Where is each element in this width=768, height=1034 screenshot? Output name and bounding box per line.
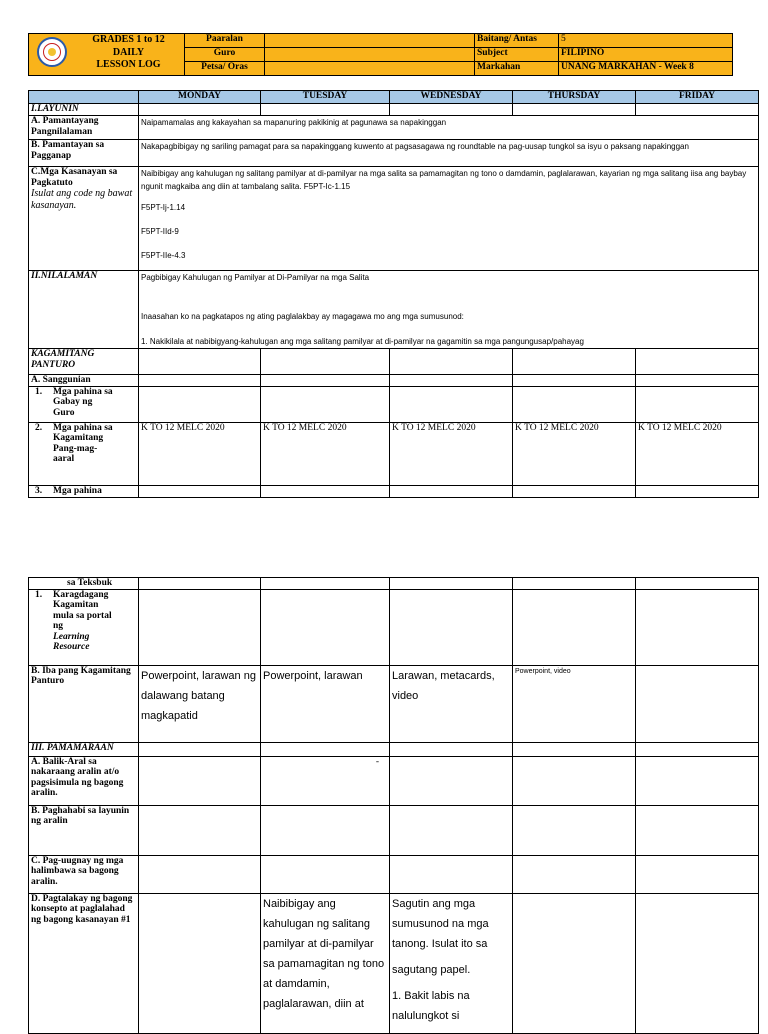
empty-cell bbox=[636, 104, 759, 116]
empty-cell bbox=[139, 485, 261, 497]
kasanayan-label-cell bbox=[29, 167, 139, 271]
empty-cell bbox=[139, 756, 261, 805]
empty-cell bbox=[139, 349, 261, 375]
code-2: F5PT-IId-9 bbox=[141, 227, 179, 236]
empty-cell bbox=[139, 375, 261, 387]
markahan-value: UNANG MARKAHAN - Week 8 bbox=[559, 62, 733, 76]
empty-cell bbox=[261, 485, 390, 497]
paaralan-label: Paaralan bbox=[185, 34, 265, 48]
baitang-label: Baitang/ Antas bbox=[475, 34, 559, 48]
iba-pang-monday: Powerpoint, larawan ng dalawang batang magkapatid bbox=[139, 665, 261, 742]
empty-cell bbox=[513, 375, 636, 387]
empty-cell bbox=[513, 104, 636, 116]
pagtalakay-label: D. Pagtalakay ng bagong konsepto at paglalahad ng bagong kasanayan #1 bbox=[29, 893, 139, 1033]
empty-cell bbox=[390, 855, 513, 893]
empty-cell bbox=[513, 349, 636, 375]
melc-monday: K TO 12 MELC 2020 bbox=[139, 422, 261, 485]
empty-cell bbox=[636, 578, 759, 590]
empty-cell bbox=[636, 589, 759, 665]
empty-cell bbox=[390, 589, 513, 665]
kasanayan-text: Naibibigay ang kahulugan ng salitang pamilyar at di-pamilyar na mga salita sa pamamagitan ng tono o damdamin, paglalarawan, kayarian ng mga salitang iisa ang baybay ngunit magkaiba ang diin at tambalang salita. F5PT-Ic-1.15 bbox=[141, 169, 747, 191]
header-table bbox=[28, 33, 733, 76]
lesson-table-page-2 bbox=[28, 577, 759, 1034]
pamantayang-pangnilalaman-label: A. Pamantayang Pangnilalaman bbox=[29, 116, 139, 140]
empty-cell bbox=[636, 485, 759, 497]
teksbuk-num: 3. bbox=[35, 485, 43, 496]
empty-cell bbox=[636, 893, 759, 1033]
empty-cell bbox=[636, 349, 759, 375]
paaralan-value bbox=[265, 34, 475, 48]
iba-pang-tuesday: Powerpoint, larawan bbox=[261, 665, 390, 742]
corner-cell bbox=[29, 91, 139, 104]
paghahabi-label: B. Paghahabi sa layunin ng aralin bbox=[29, 805, 139, 855]
lesson-log-text: LESSON LOG bbox=[96, 59, 161, 70]
grades-text: GRADES 1 to 12 bbox=[92, 34, 165, 45]
pang-mag-num: 2. bbox=[35, 422, 43, 433]
empty-cell bbox=[636, 742, 759, 756]
layunin-title: I.LAYUNIN bbox=[29, 104, 139, 116]
deped-seal-icon bbox=[37, 37, 67, 67]
teksbuk-label-cell bbox=[29, 485, 139, 497]
petsa-value bbox=[265, 62, 475, 76]
pagtalakay-wednesday-cell bbox=[390, 893, 513, 1033]
empty-cell bbox=[139, 104, 261, 116]
gabay-label: Mga pahina sa Gabay ng Guro bbox=[53, 386, 113, 418]
pagtalakay-wednesday-1: Sagutin ang mga sumusunod na mga tanong. Isulat ito sa bbox=[392, 897, 489, 950]
day-header-wednesday: WEDNESDAY bbox=[390, 91, 513, 104]
empty-cell bbox=[513, 756, 636, 805]
subject-label: Subject bbox=[475, 48, 559, 62]
melc-tuesday: K TO 12 MELC 2020 bbox=[261, 422, 390, 485]
sanggunian-label: A. Sanggunian bbox=[29, 375, 139, 387]
nilalaman-line-1: Pagbibigay Kahulugan ng Pamilyar at Di-Pamilyar na mga Salita bbox=[141, 273, 370, 282]
day-header-friday: FRIDAY bbox=[636, 91, 759, 104]
daily-text: DAILY bbox=[112, 46, 145, 58]
empty-cell bbox=[261, 349, 390, 375]
kasanayan-label: C.Mga Kasanayan sa Pagkatuto bbox=[31, 167, 118, 188]
empty-cell bbox=[636, 855, 759, 893]
guro-value bbox=[265, 48, 475, 62]
empty-cell bbox=[390, 742, 513, 756]
nilalaman-title: II.NILALAMAN bbox=[29, 271, 139, 349]
subject-value: FILIPINO bbox=[559, 48, 733, 62]
empty-cell bbox=[513, 589, 636, 665]
empty-cell bbox=[261, 589, 390, 665]
pag-uugnay-label: C. Pag-uugnay ng mga halimbawa sa bagong aralin. bbox=[29, 855, 139, 893]
baitang-value: 5 bbox=[559, 34, 733, 48]
empty-cell bbox=[261, 578, 390, 590]
pamantayang-pangnilalaman-text: Naipamamalas ang kakayahan sa mapanuring pakikinig at pagunawa sa napakinggan bbox=[139, 116, 759, 140]
empty-cell bbox=[139, 805, 261, 855]
empty-cell bbox=[513, 893, 636, 1033]
empty-cell bbox=[139, 386, 261, 422]
teksbuk-cont-label: sa Teksbuk bbox=[29, 578, 139, 590]
empty-cell bbox=[513, 578, 636, 590]
empty-cell bbox=[261, 805, 390, 855]
empty-cell bbox=[261, 375, 390, 387]
kagamitan-title: KAGAMITANG PANTURO bbox=[29, 349, 139, 375]
empty-cell bbox=[139, 855, 261, 893]
empty-cell bbox=[139, 893, 261, 1033]
pamantayan-pagganap-label: B. Pamantayan sa Pagganap bbox=[29, 140, 139, 167]
pamamaraan-title: III. PAMAMARAAN bbox=[29, 742, 139, 756]
empty-cell bbox=[390, 375, 513, 387]
empty-cell bbox=[513, 742, 636, 756]
empty-cell bbox=[636, 665, 759, 742]
day-header-tuesday: TUESDAY bbox=[261, 91, 390, 104]
nilalaman-line-2: Inaasahan ko na pagkatapos ng ating paglalakbay ay magagawa mo ang mga sumusunod: bbox=[141, 312, 464, 321]
pang-mag-label-cell bbox=[29, 422, 139, 485]
empty-cell bbox=[390, 578, 513, 590]
empty-cell bbox=[636, 375, 759, 387]
nilalaman-line-3: 1. Nakikilala at nabibigyang-kahulugan ang mga salitang pamilyar at di-pamilyar na gagamitin sa mga pangungusap/pahayag bbox=[141, 337, 584, 346]
code-3: F5PT-IIe-4.3 bbox=[141, 251, 186, 260]
empty-cell bbox=[261, 386, 390, 422]
melc-wednesday: K TO 12 MELC 2020 bbox=[390, 422, 513, 485]
learning-resource-label: Learning Resource bbox=[53, 631, 90, 652]
empty-cell bbox=[390, 485, 513, 497]
iba-pang-wednesday: Larawan, metacards, video bbox=[390, 665, 513, 742]
empty-cell bbox=[390, 349, 513, 375]
karagdagang-num: 1. bbox=[35, 589, 43, 600]
iba-pang-label: B. Iba pang Kagamitang Panturo bbox=[29, 665, 139, 742]
empty-cell bbox=[513, 386, 636, 422]
day-header-thursday: THURSDAY bbox=[513, 91, 636, 104]
empty-cell bbox=[139, 578, 261, 590]
empty-cell bbox=[390, 756, 513, 805]
pang-mag-label: Mga pahina sa Kagamitang Pang-mag-aaral bbox=[53, 422, 113, 464]
empty-cell bbox=[390, 386, 513, 422]
empty-cell bbox=[636, 805, 759, 855]
teksbuk-label: Mga pahina bbox=[53, 485, 102, 496]
petsa-label: Petsa/ Oras bbox=[185, 62, 265, 76]
melc-friday: K TO 12 MELC 2020 bbox=[636, 422, 759, 485]
empty-cell bbox=[390, 104, 513, 116]
pagtalakay-wednesday-2: sagutang papel. bbox=[392, 963, 471, 976]
header-title-cell bbox=[29, 34, 185, 76]
kasanayan-cell bbox=[139, 167, 759, 271]
nilalaman-cell bbox=[139, 271, 759, 349]
guro-label: Guro bbox=[185, 48, 265, 62]
balik-aral-label: A. Balik-Aral sa nakaraang aralin at/o pagsisimula ng bagong aralin. bbox=[29, 756, 139, 805]
gabay-label-cell bbox=[29, 386, 139, 422]
empty-cell bbox=[261, 855, 390, 893]
lesson-table-page-1 bbox=[28, 90, 759, 498]
balik-aral-tuesday: - bbox=[261, 756, 390, 805]
code-1: F5PT-Ij-1.14 bbox=[141, 203, 186, 212]
iba-pang-thursday: Powerpoint, video bbox=[513, 665, 636, 742]
kasanayan-note: Isulat ang code ng bawat kasanayan. bbox=[31, 188, 133, 211]
empty-cell bbox=[139, 589, 261, 665]
empty-cell bbox=[513, 485, 636, 497]
karagdagang-label: Karagdagang Kagamitan mula sa portal ng bbox=[53, 589, 112, 631]
pamantayan-pagganap-text: Nakapagbibigay ng sariling pamagat para sa napakinggang kuwento at pagsasagawa ng roundtable na pag-uusap tungkol sa isyu o paksang napakinggan bbox=[139, 140, 759, 167]
pagtalakay-tuesday: Naibibigay ang kahulugan ng salitang pamilyar at di-pamilyar sa pamamagitan ng tono at damdamin, paglalarawan, diin at bbox=[261, 893, 390, 1033]
empty-cell bbox=[513, 855, 636, 893]
empty-cell bbox=[261, 742, 390, 756]
karagdagang-label-cell bbox=[29, 589, 139, 665]
gabay-num: 1. bbox=[35, 386, 43, 397]
pagtalakay-wednesday-3: 1. Bakit labis na nalulungkot si bbox=[392, 989, 470, 1022]
empty-cell bbox=[390, 805, 513, 855]
day-header-monday: MONDAY bbox=[139, 91, 261, 104]
markahan-label: Markahan bbox=[475, 62, 559, 76]
empty-cell bbox=[636, 756, 759, 805]
empty-cell bbox=[636, 386, 759, 422]
empty-cell bbox=[261, 104, 390, 116]
empty-cell bbox=[139, 742, 261, 756]
empty-cell bbox=[513, 805, 636, 855]
melc-thursday: K TO 12 MELC 2020 bbox=[513, 422, 636, 485]
